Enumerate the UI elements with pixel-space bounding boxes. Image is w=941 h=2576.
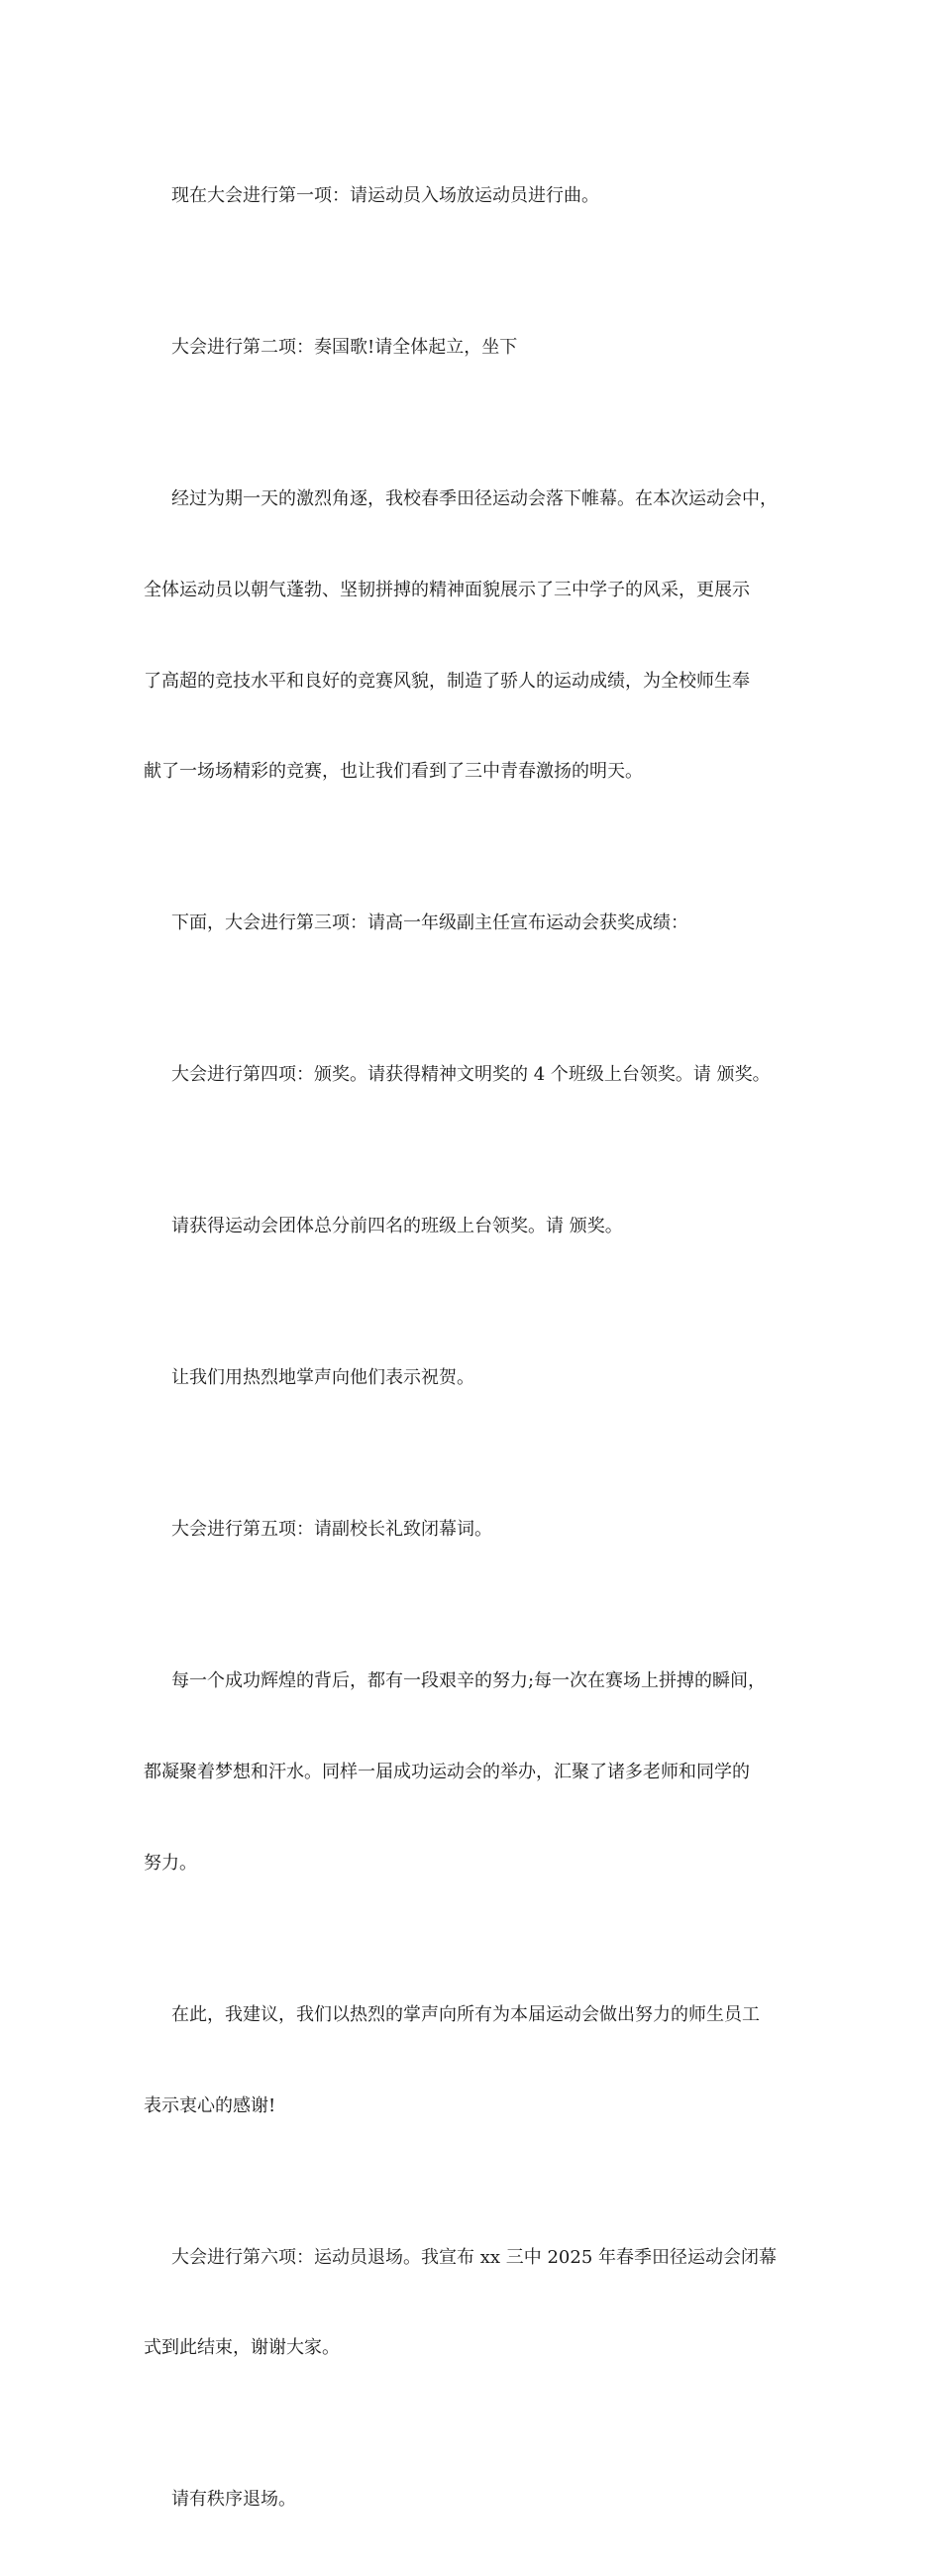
text-line: 现在大会进行第一项：请运动员入场放运动员进行曲。 xyxy=(171,185,599,207)
text-line: 大会进行第四项：颁奖。请获得精神文明奖的 4 个班级上台领奖。请 颁奖。 xyxy=(171,1064,771,1086)
paragraph-summary xyxy=(144,424,817,848)
paragraph-effort xyxy=(144,1606,817,1940)
text-line: 下面，大会进行第三项：请高一年级副主任宣布运动会获奖成绩： xyxy=(171,912,688,934)
paragraph-awards-team xyxy=(144,1151,817,1303)
text-line: 式到此结束，谢谢大家。 xyxy=(144,2337,340,2359)
text-line: 都凝聚着梦想和汗水。同样一届成功运动会的举办，汇聚了诸多老师和同学的 xyxy=(144,1762,750,1783)
text-line: 献了一场场精彩的竞赛，也让我们看到了三中青春激扬的明天。 xyxy=(144,761,643,783)
paragraph-thanks xyxy=(144,1940,817,2183)
text-line: 努力。 xyxy=(144,1852,197,1874)
paragraph-opening xyxy=(144,121,817,272)
text-line: 在此，我建议，我们以热烈的掌声向所有为本届运动会做出努力的师生员工 xyxy=(171,2003,760,2025)
text-line: 大会进行第二项：奏国歌!请全体起立，坐下 xyxy=(171,337,518,359)
text-line: 经过为期一天的激烈角逐，我校春季田径运动会落下帷幕。在本次运动会中， xyxy=(171,488,778,510)
text-line: 大会进行第六项：运动员退场。我宣布 xx 三中 2025 年春季田径运动会闭幕 xyxy=(171,2246,777,2268)
paragraph-closing-speech xyxy=(144,1454,817,1606)
text-line: 全体运动员以朝气蓬勃、坚韧拼搏的精神面貌展示了三中学子的风采，更展示 xyxy=(144,579,750,600)
paragraph-applause xyxy=(144,1303,817,1454)
text-line: 表示衷心的感谢! xyxy=(144,2094,276,2116)
paragraph-order xyxy=(144,2424,817,2576)
document-body xyxy=(144,121,817,2576)
paragraph-awards-spirit xyxy=(144,1000,817,1151)
text-line: 每一个成功辉煌的背后，都有一段艰辛的努力;每一次在赛场上拼搏的瞬间， xyxy=(171,1670,767,1692)
paragraph-results xyxy=(144,848,817,1000)
paragraph-anthem xyxy=(144,272,817,424)
text-line: 了高超的竞技水平和良好的竞赛风貌，制造了骄人的运动成绩，为全校师生奉 xyxy=(144,670,750,692)
text-line: 让我们用热烈地掌声向他们表示祝贺。 xyxy=(171,1367,474,1389)
text-line: 大会进行第五项：请副校长礼致闭幕词。 xyxy=(171,1519,492,1541)
text-line: 请有秩序退场。 xyxy=(171,2489,296,2511)
text-line: 请获得运动会团体总分前四名的班级上台领奖。请 颁奖。 xyxy=(171,1216,623,1237)
paragraph-exit xyxy=(144,2182,817,2424)
